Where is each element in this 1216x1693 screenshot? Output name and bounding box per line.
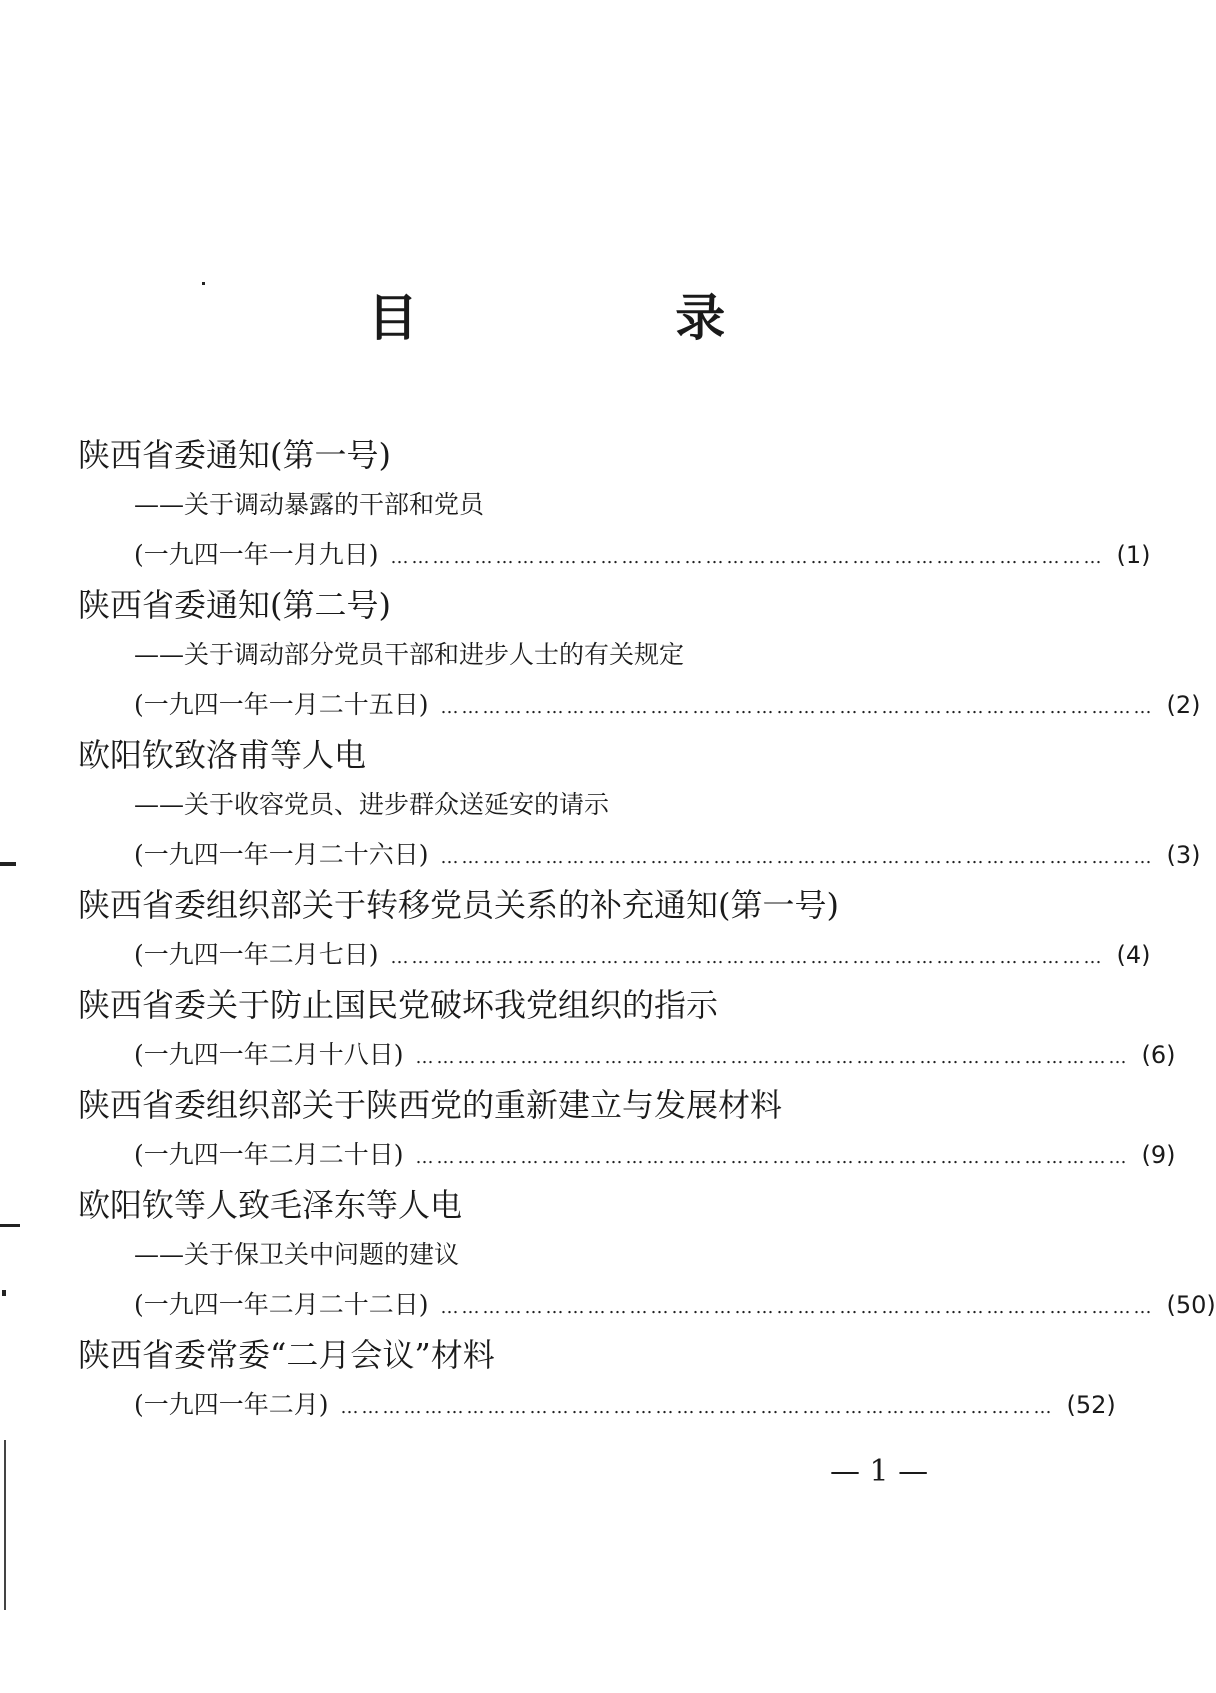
entry-date: (一九四一年二月十八日) (134, 1040, 404, 1069)
entry-title: 欧阳钦致洛甫等人电 (78, 736, 367, 774)
entry-date-row (78, 1280, 1216, 1330)
entry-page-ref: (4) (1116, 941, 1151, 969)
dot-leader: ………………………………………………………………………………………… (340, 1397, 1055, 1418)
entry-page-ref: (50) (1166, 1291, 1216, 1319)
entry-title: 陕西省委关于防止国民党破坏我党组织的指示 (78, 986, 719, 1024)
toc-entry (78, 730, 1201, 880)
entry-page-ref: (6) (1141, 1041, 1176, 1069)
entry-date: (一九四一年一月二十五日) (134, 690, 429, 719)
entry-page-ref: (9) (1141, 1141, 1176, 1169)
page-number: — 1 — (830, 1454, 929, 1489)
scan-speck (2, 1290, 6, 1296)
toc-entry (78, 880, 1151, 980)
entry-page-ref: (1) (1116, 541, 1151, 569)
entry-subtitle: ——关于调动部分党员干部和进步人士的有关规定 (134, 640, 685, 669)
entry-date-row (78, 1380, 1116, 1430)
entry-subtitle: ——关于调动暴露的干部和党员 (134, 490, 485, 519)
entry-title: 陕西省委通知(第二号) (78, 586, 391, 624)
dot-leader: ………………………………………………………………………………………… (440, 697, 1155, 718)
entry-subtitle: ——关于收容党员、进步群众送延安的请示 (134, 790, 610, 819)
entry-subtitle: ——关于保卫关中问题的建议 (134, 1240, 460, 1269)
entry-title: 陕西省委通知(第一号) (78, 436, 391, 474)
scan-speck (0, 862, 16, 866)
dot-leader: ………………………………………………………………………………………… (440, 1297, 1155, 1318)
entry-date-row (78, 930, 1151, 980)
entry-date: (一九四一年二月) (134, 1390, 329, 1419)
toc-entry (78, 1180, 1216, 1330)
entry-date: (一九四一年一月二十六日) (134, 840, 429, 869)
toc-entry (78, 580, 1201, 730)
toc-entry (78, 430, 1151, 580)
scan-speck (0, 1224, 20, 1227)
entry-date-row (78, 530, 1151, 580)
table-of-contents (78, 430, 1216, 1430)
toc-entry (78, 1080, 1176, 1180)
entry-date-row (78, 1030, 1176, 1080)
entry-title: 陕西省委组织部关于转移党员关系的补充通知(第一号) (78, 886, 839, 924)
toc-entry (78, 1330, 1116, 1430)
entry-page-ref: (2) (1166, 691, 1201, 719)
dot-leader: ………………………………………………………………………………………… (415, 1047, 1130, 1068)
dot-leader: ………………………………………………………………………………………… (390, 947, 1105, 968)
entry-date: (一九四一年二月二十日) (134, 1140, 404, 1169)
entry-title: 陕西省委常委“二月会议”材料 (78, 1336, 495, 1374)
entry-date: (一九四一年二月二十二日) (134, 1290, 429, 1319)
entry-page-ref: (52) (1066, 1391, 1116, 1419)
dot-leader: ………………………………………………………………………………………… (415, 1147, 1130, 1168)
entry-title: 欧阳钦等人致毛泽东等人电 (78, 1186, 463, 1224)
entry-date: (一九四一年一月九日) (134, 540, 379, 569)
entry-page-ref: (3) (1166, 841, 1201, 869)
entry-title: 陕西省委组织部关于陕西党的重新建立与发展材料 (78, 1086, 783, 1124)
entry-date-row (78, 1130, 1176, 1180)
dot-leader: ………………………………………………………………………………………… (390, 547, 1105, 568)
page-title: 目 录 (367, 289, 846, 347)
entry-date-row (78, 680, 1201, 730)
entry-date: (一九四一年二月七日) (134, 940, 379, 969)
dot-leader: ………………………………………………………………………………………… (440, 847, 1155, 868)
scan-speck (202, 282, 205, 285)
entry-date-row (78, 830, 1201, 880)
toc-entry (78, 980, 1176, 1080)
scan-edge-line (4, 1440, 6, 1610)
